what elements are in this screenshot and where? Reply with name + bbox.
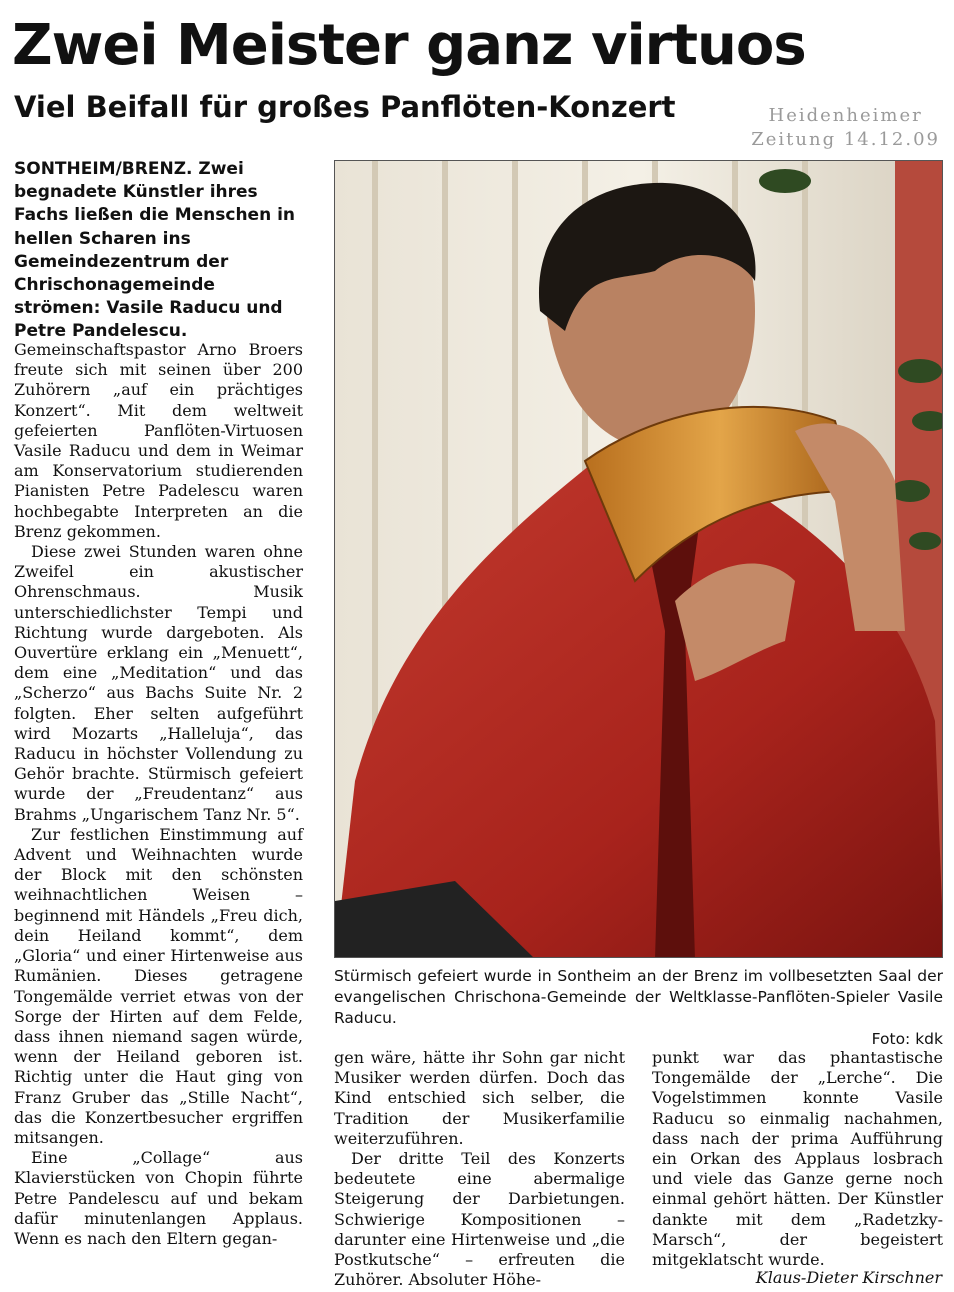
body-paragraph: Der dritte Teil des Konzerts bedeutete eine abermalige Steigerung der Darbietungen. Schwierige Kompositionen – darunter eine Hirtenweise und „die Postkutsche“ – erfreuten die Zuhörer. Absoluter Höhe- bbox=[334, 1149, 625, 1290]
photo-credit: Foto: kdk bbox=[871, 1030, 943, 1048]
body-paragraph: punkt war das phantastische Tongemälde der „Lerche“. Die Vogelstimmen konnte Vasile Raducu so einmalig nachahmen, dass nach der prima Aufführung ein Orkan des Applaus losbrach und viele das Ganze gerne noch einmal gehört hätten. Der Künstler dankte mit dem „Radetzky-Marsch“, der begeistert mitgeklatscht wurde. bbox=[652, 1048, 943, 1270]
source-paper-date: Zeitung 14.12.09 bbox=[751, 129, 940, 150]
text-column-2 bbox=[334, 1048, 625, 1290]
photo-caption bbox=[334, 966, 943, 1050]
caption-text: Stürmisch gefeiert wurde in Sontheim an der Brenz im vollbesetzten Saal der evangelischen Chrischona-Gemeinde der Weltklasse-Panflöten-Spieler Vasile Raducu. bbox=[334, 967, 943, 1027]
body-paragraph: Gemeinschaftspastor Arno Broers freute sich mit seinen über 200 Zuhörern „auf ein prächtiges Konzert“. Mit dem weltweit gefeierten Panflöten-Virtuosen Vasile Raducu und dem in Weimar am Konservatorium studierenden Pianisten Petre Padelescu waren hochbegabte Interpreten an die Brenz gekommen. bbox=[14, 340, 303, 541]
source-paper-name: Heidenheimer bbox=[768, 105, 923, 126]
text-column-1 bbox=[14, 340, 303, 1249]
newspaper-source bbox=[751, 104, 940, 152]
concert-photo bbox=[334, 160, 943, 958]
body-paragraph: gen wäre, hätte ihr Sohn gar nicht Musiker werden dürfen. Doch das Kind entschied sich selber, die Tradition der Musikerfamilie weiterzuführen. bbox=[334, 1048, 625, 1148]
text-column-3 bbox=[652, 1048, 943, 1270]
lead-paragraph: SONTHEIM/BRENZ. Zwei begnadete Künstler ihres Fachs ließen die Menschen in hellen Scharen ins Gemeindezentrum der Chrischonagemeinde strömen: Vasile Raducu und Petre Pandelescu. bbox=[14, 159, 296, 342]
body-paragraph: Zur festlichen Einstimmung auf Advent und Weihnachten wurde der Block mit den schönsten weihnachtlichen Weisen – beginnend mit Händels „Freu dich, dein Heiland kommt“, dem „Gloria“ und einer Hirtenweise aus Rumänien. Dieses getragene Tongemälde verriet etwas von der Sorge der Hirten auf dem Felde, dass ihnen niemand sagen würde, wenn der Heiland geboren ist. Richtig unter die Haut ging von Franz Gruber das „Stille Nacht“, das die Konzertbesucher ergriffen mitsangen. bbox=[14, 824, 303, 1147]
author-byline: Klaus-Dieter Kirschner bbox=[755, 1268, 942, 1287]
body-paragraph: Diese zwei Stunden waren ohne Zweifel ein akustischer Ohrenschmaus. Musik unterschiedlichster Tempi und Richtung wurde dargeboten. Als Ouvertüre erklang ein „Menuett“, dem eine „Meditation“ und das „Scherzo“ aus Bachs Suite Nr. 2 folgten. Eher selten aufgeführt wird Mozarts „Halleluja“, das Raducu in höchster Vollendung zu Gehör brachte. Stürmisch gefeiert wurde der „Freudentanz“ aus Brahms „Ungarischem Tanz Nr. 5“. bbox=[14, 542, 303, 824]
headline: Zwei Meister ganz virtuos bbox=[12, 13, 806, 78]
body-paragraph: Eine „Collage“ aus Klavierstücken von Chopin führte Petre Pandelescu auf und bekam dafür minutenlangen Applaus. Wenn es nach den Eltern gegan- bbox=[14, 1148, 303, 1248]
subheadline: Viel Beifall für großes Panflöten-Konzert bbox=[14, 90, 676, 124]
panflute-player-illustration bbox=[335, 161, 943, 958]
